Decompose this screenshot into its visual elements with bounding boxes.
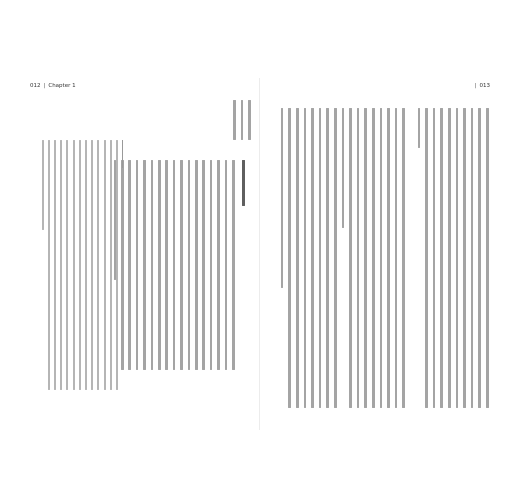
right-page-number: 013 [479,83,490,89]
footnote-column [97,140,99,390]
section-heading-column [242,160,245,206]
text-column [151,160,154,370]
footnote-column [73,140,75,390]
text-column [387,108,390,408]
text-column [248,100,251,140]
footnote-column [66,140,68,390]
chapter-label: Chapter 1 [48,83,76,89]
text-column [448,108,451,408]
text-column [180,160,183,370]
text-column [165,160,168,370]
left-running-head [30,82,76,90]
text-column [486,108,489,408]
text-column [158,160,161,370]
text-column [210,160,213,370]
page-gutter [259,78,260,430]
text-column [288,108,291,408]
text-column [188,160,191,370]
head-separator: | [474,83,477,89]
right-page [268,100,490,420]
footnote-column [60,140,62,390]
text-column [395,108,398,408]
text-column [121,160,124,370]
text-column [380,108,383,408]
text-column [402,108,405,408]
text-column [478,108,481,408]
text-column [418,108,421,148]
footnote-column [48,140,50,390]
left-page [30,100,252,420]
footnote-column [104,140,106,390]
footnote-column [110,140,112,390]
text-column [456,108,459,408]
footnote-column [79,140,81,390]
text-column [311,108,314,408]
text-column [471,108,474,408]
text-column [463,108,466,408]
text-column [433,108,436,408]
footnote-column [85,140,87,390]
footnote-column [91,140,93,390]
text-column [281,108,284,288]
text-column [440,108,443,408]
text-column [319,108,322,408]
text-column [349,108,352,408]
footnote-column [42,140,44,230]
text-column [136,160,139,370]
text-column [202,160,205,370]
text-column [304,108,307,408]
text-column [217,160,220,370]
text-column [143,160,146,370]
text-column [372,108,375,408]
footnote-rule [122,140,123,168]
right-running-head [472,82,490,90]
footnote-column [116,140,118,390]
left-page-number: 012 [30,83,41,89]
head-separator: | [43,83,46,89]
text-column [334,108,337,408]
text-column [364,108,367,408]
text-column [425,108,428,408]
text-column [233,100,236,140]
text-column [296,108,299,408]
text-column [128,160,131,370]
text-column [241,100,244,140]
text-column [173,160,176,370]
text-column [225,160,228,370]
text-column [232,160,235,370]
text-column [342,108,345,228]
text-column [357,108,360,408]
text-column [326,108,329,408]
footnote-column [54,140,56,390]
text-column [195,160,198,370]
